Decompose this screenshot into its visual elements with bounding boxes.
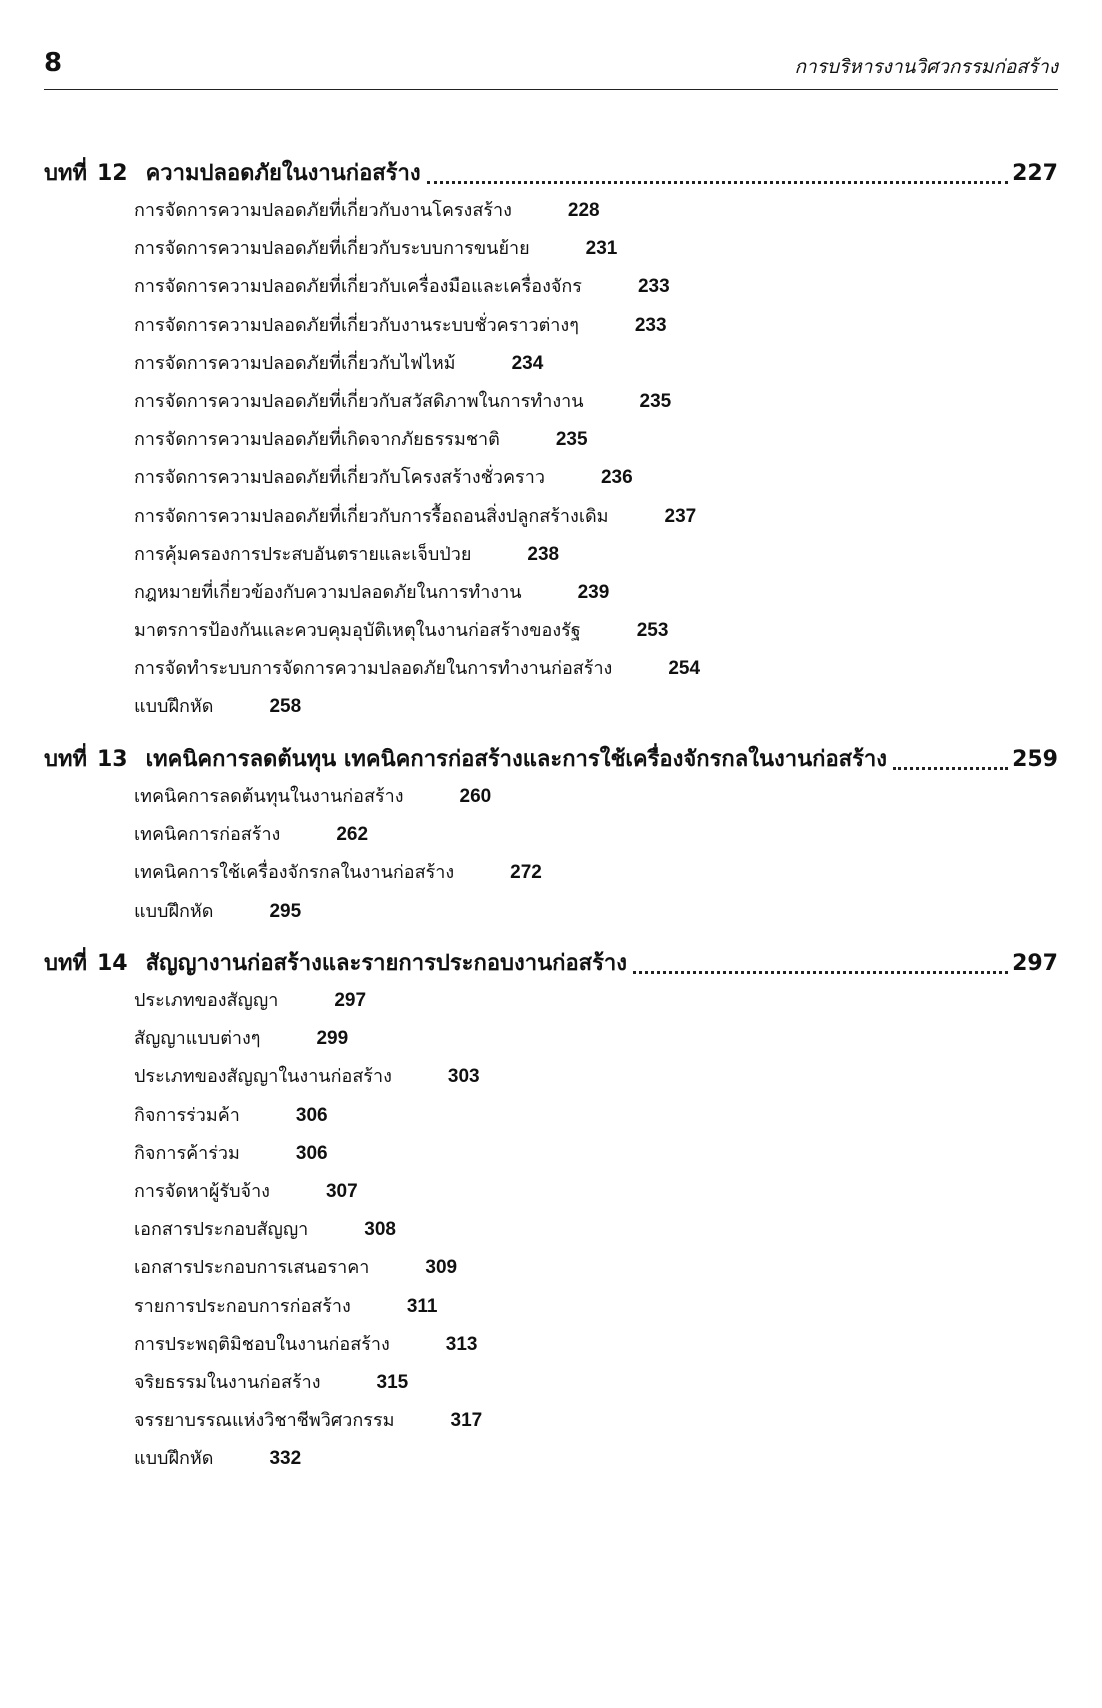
chapter-12 bbox=[44, 156, 1058, 727]
entry-page-number: 306 bbox=[295, 1142, 328, 1164]
toc-entry[interactable] bbox=[134, 1211, 1058, 1249]
section-list bbox=[44, 192, 1058, 727]
entry-title: การจัดการความปลอดภัยที่เกี่ยวกับเครื่องมือและเครื่องจักร bbox=[134, 276, 582, 298]
dot-leader bbox=[427, 181, 1008, 184]
entry-title: จรรยาบรรณแห่งวิชาชีพวิศวกรรม bbox=[134, 1410, 395, 1432]
chapter-page-number: 259 bbox=[1012, 747, 1058, 772]
toc-entry[interactable] bbox=[134, 230, 1058, 268]
chapter-heading[interactable] bbox=[44, 946, 1058, 982]
toc-entry[interactable] bbox=[134, 1135, 1058, 1173]
entry-page-number: 307 bbox=[325, 1180, 358, 1202]
toc-entry[interactable] bbox=[134, 345, 1058, 383]
toc-entry[interactable] bbox=[134, 268, 1058, 306]
entry-page-number: 308 bbox=[364, 1219, 396, 1241]
toc-entry[interactable] bbox=[134, 1173, 1058, 1211]
entry-title: เทคนิคการก่อสร้าง bbox=[134, 824, 281, 846]
entry-title: เอกสารประกอบการเสนอราคา bbox=[134, 1257, 370, 1279]
entry-title: มาตรการป้องกันและควบคุมอุบัติเหตุในงานก่อสร้างของรัฐ bbox=[134, 620, 581, 642]
entry-page-number: 262 bbox=[336, 824, 369, 846]
toc-entry[interactable] bbox=[134, 459, 1058, 497]
running-title: การบริหารงานวิศวกรรมก่อสร้าง bbox=[794, 56, 1058, 78]
entry-page-number: 313 bbox=[445, 1333, 478, 1355]
entry-page-number: 228 bbox=[567, 200, 600, 221]
chapter-page-number: 297 bbox=[1012, 951, 1058, 976]
toc-entry[interactable] bbox=[134, 854, 1058, 892]
toc-entry[interactable] bbox=[134, 893, 1058, 931]
toc-entry[interactable] bbox=[134, 650, 1058, 688]
entry-title: แบบฝึกหัด bbox=[134, 900, 214, 922]
toc-entry[interactable] bbox=[134, 1058, 1058, 1096]
toc-entry[interactable] bbox=[134, 1364, 1058, 1402]
dot-leader bbox=[633, 971, 1008, 974]
toc-entry[interactable] bbox=[134, 536, 1058, 574]
entry-title: การคุ้มครองการประสบอันตรายและเจ็บป่วย bbox=[134, 543, 472, 565]
entry-title: การจัดการความปลอดภัยที่เกี่ยวกับไฟไหม้ bbox=[134, 352, 456, 374]
chapter-heading[interactable] bbox=[44, 742, 1058, 778]
entry-title: การจัดการความปลอดภัยที่เกี่ยวกับระบบการขนย้าย bbox=[134, 238, 530, 260]
entry-title: เทคนิคการใช้เครื่องจักรกลในงานก่อสร้าง bbox=[134, 862, 455, 884]
entry-page-number: 254 bbox=[668, 658, 701, 680]
toc-entry[interactable] bbox=[134, 421, 1058, 459]
entry-title: การจัดการความปลอดภัยที่เกี่ยวกับงานโครงสร้าง bbox=[134, 200, 512, 221]
entry-page-number: 235 bbox=[555, 429, 588, 451]
toc-entry[interactable] bbox=[134, 1402, 1058, 1440]
entry-page-number: 258 bbox=[269, 696, 302, 718]
entry-title: กฎหมายที่เกี่ยวข้องกับความปลอดภัยในการทำงาน bbox=[134, 581, 522, 603]
entry-page-number: 309 bbox=[425, 1257, 458, 1279]
entry-page-number: 238 bbox=[527, 543, 560, 565]
toc-entry[interactable] bbox=[134, 1326, 1058, 1364]
chapter-13 bbox=[44, 742, 1058, 931]
page-number: 8 bbox=[44, 48, 63, 78]
toc-entry[interactable] bbox=[134, 192, 1058, 230]
chapter-14 bbox=[44, 946, 1058, 1478]
toc-entry[interactable] bbox=[134, 1440, 1058, 1478]
entry-page-number: 303 bbox=[447, 1066, 480, 1088]
chapter-number: 14 bbox=[96, 951, 128, 976]
entry-page-number: 236 bbox=[600, 467, 633, 489]
header-rule bbox=[44, 89, 1058, 90]
entry-title: ประเภทของสัญญา bbox=[134, 990, 279, 1011]
entry-page-number: 306 bbox=[295, 1104, 328, 1126]
entry-page-number: 311 bbox=[406, 1295, 438, 1317]
entry-page-number: 295 bbox=[269, 900, 302, 922]
chapter-title: ความปลอดภัยในงานก่อสร้าง bbox=[145, 161, 421, 186]
entry-page-number: 231 bbox=[585, 238, 618, 260]
entry-page-number: 297 bbox=[334, 990, 367, 1011]
toc-entry[interactable] bbox=[134, 498, 1058, 536]
entry-title: การจัดทำระบบการจัดการความปลอดภัยในการทำงานก่อสร้าง bbox=[134, 658, 613, 680]
chapter-number: 13 bbox=[96, 747, 128, 772]
chapter-label: บทที่ bbox=[44, 951, 87, 976]
toc-entry[interactable] bbox=[134, 612, 1058, 650]
entry-page-number: 239 bbox=[577, 581, 610, 603]
entry-page-number: 332 bbox=[269, 1448, 302, 1470]
entry-title: สัญญาแบบต่างๆ bbox=[134, 1028, 261, 1050]
entry-page-number: 234 bbox=[511, 352, 544, 374]
entry-title: ประเภทของสัญญาในงานก่อสร้าง bbox=[134, 1066, 392, 1088]
entry-page-number: 260 bbox=[459, 786, 492, 807]
entry-page-number: 237 bbox=[664, 505, 697, 527]
chapter-page-number: 227 bbox=[1012, 161, 1058, 186]
entry-page-number: 235 bbox=[639, 390, 672, 412]
section-list bbox=[44, 778, 1058, 931]
chapter-heading[interactable] bbox=[44, 156, 1058, 192]
chapter-title: เทคนิคการลดต้นทุน เทคนิคการก่อสร้างและการใช้เครื่องจักรกลในงานก่อสร้าง bbox=[145, 747, 887, 772]
toc-entry[interactable] bbox=[134, 816, 1058, 854]
toc-entry[interactable] bbox=[134, 574, 1058, 612]
entry-title: แบบฝึกหัด bbox=[134, 696, 214, 718]
toc-entry[interactable] bbox=[134, 688, 1058, 726]
toc-entry[interactable] bbox=[134, 383, 1058, 421]
entry-title: การจัดการความปลอดภัยที่เกี่ยวกับการรื้อถอนสิ่งปลูกสร้างเดิม bbox=[134, 505, 609, 527]
entry-title: กิจการร่วมค้า bbox=[134, 1104, 240, 1126]
page-header bbox=[0, 0, 1102, 90]
entry-title: การจัดการความปลอดภัยที่เกี่ยวกับสวัสดิภาพในการทำงาน bbox=[134, 390, 584, 412]
entry-title: การจัดหาผู้รับจ้าง bbox=[134, 1180, 270, 1202]
entry-title: จริยธรรมในงานก่อสร้าง bbox=[134, 1371, 321, 1393]
chapter-label: บทที่ bbox=[44, 747, 87, 772]
entry-page-number: 233 bbox=[637, 276, 670, 298]
entry-page-number: 317 bbox=[450, 1410, 483, 1432]
chapter-number: 12 bbox=[96, 161, 128, 186]
entry-title: เอกสารประกอบสัญญา bbox=[134, 1219, 309, 1241]
entry-title: รายการประกอบการก่อสร้าง bbox=[134, 1295, 351, 1317]
toc-entry[interactable] bbox=[134, 307, 1058, 345]
chapter-label: บทที่ bbox=[44, 161, 87, 186]
entry-page-number: 299 bbox=[316, 1028, 349, 1050]
dot-leader bbox=[893, 767, 1008, 770]
entry-title: การจัดการความปลอดภัยที่เกี่ยวกับงานระบบชั่วคราวต่างๆ bbox=[134, 314, 579, 336]
entry-page-number: 272 bbox=[510, 862, 542, 884]
entry-title: แบบฝึกหัด bbox=[134, 1448, 214, 1470]
entry-title: กิจการค้าร่วม bbox=[134, 1142, 240, 1164]
toc-entry[interactable] bbox=[134, 778, 1058, 816]
entry-title: เทคนิคการลดต้นทุนในงานก่อสร้าง bbox=[134, 786, 404, 807]
toc-entry[interactable] bbox=[134, 1249, 1058, 1287]
toc-entry[interactable] bbox=[134, 1288, 1058, 1326]
chapter-title: สัญญางานก่อสร้างและรายการประกอบงานก่อสร้าง bbox=[145, 951, 628, 976]
entry-page-number: 315 bbox=[376, 1371, 409, 1393]
toc-entry[interactable] bbox=[134, 1020, 1058, 1058]
section-list bbox=[44, 982, 1058, 1478]
entry-page-number: 233 bbox=[634, 314, 667, 336]
entry-title: การประพฤติมิชอบในงานก่อสร้าง bbox=[134, 1333, 390, 1355]
toc-entry[interactable] bbox=[134, 1097, 1058, 1135]
toc-entry[interactable] bbox=[134, 982, 1058, 1020]
entry-page-number: 253 bbox=[636, 620, 669, 642]
entry-title: การจัดการความปลอดภัยที่เกิดจากภัยธรรมชาติ bbox=[134, 429, 500, 451]
entry-title: การจัดการความปลอดภัยที่เกี่ยวกับโครงสร้างชั่วคราว bbox=[134, 467, 545, 489]
